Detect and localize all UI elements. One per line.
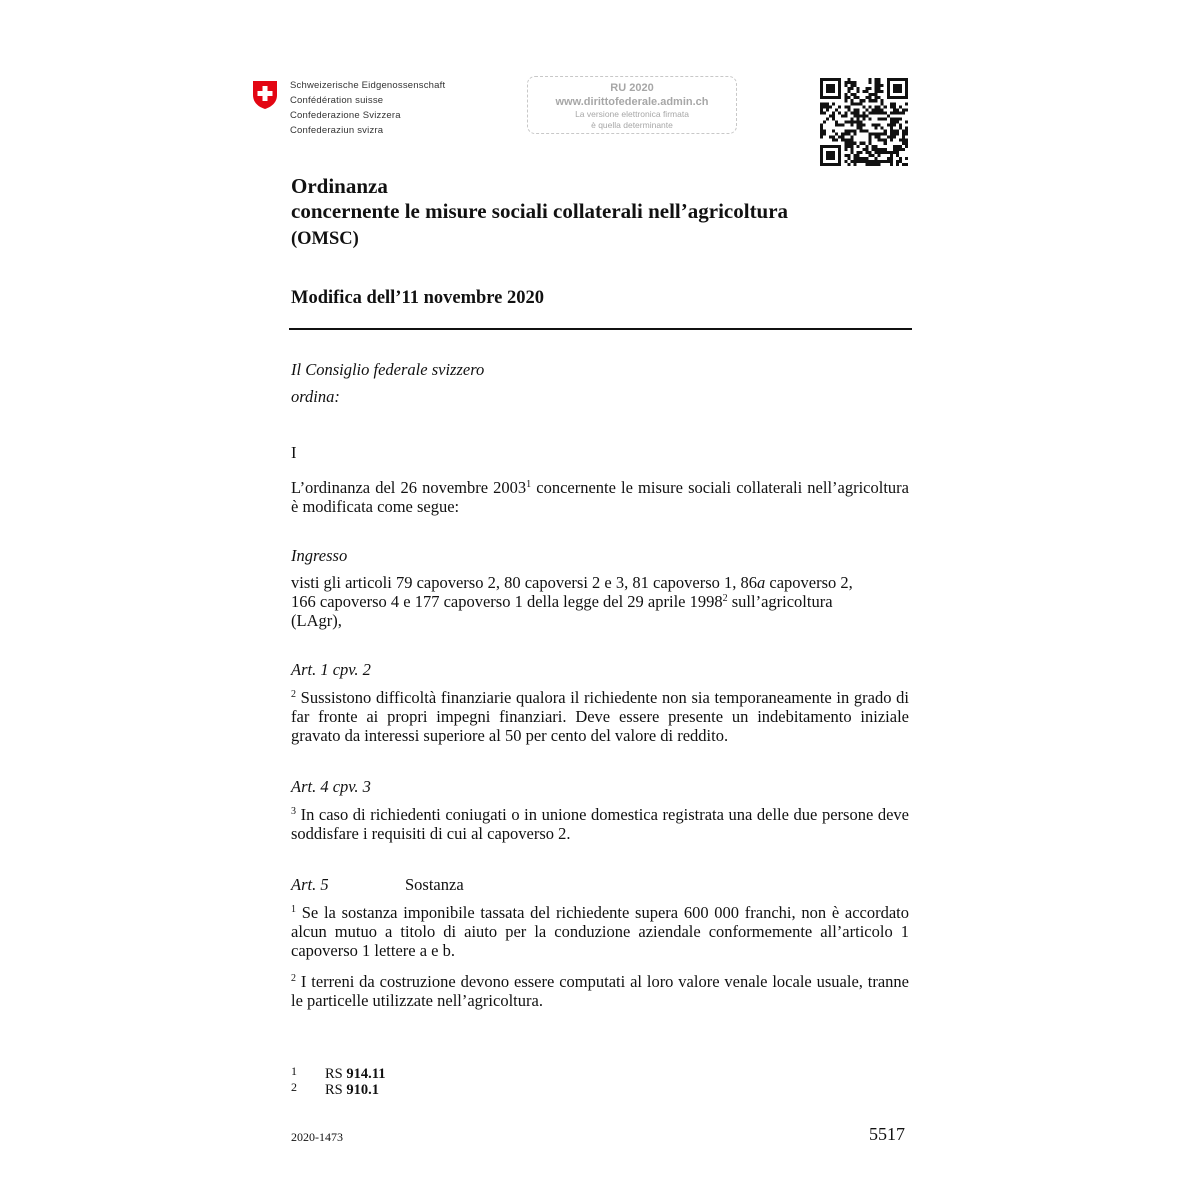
intro-text-end: concernente le misure sociali collaterali nell’agricoltura è modificata come segue: bbox=[291, 478, 909, 516]
paragraph-number: 2 bbox=[291, 973, 296, 984]
footnote-ref-2[interactable]: 2 bbox=[722, 593, 728, 604]
confederation-name-rm: Confederaziun svizra bbox=[290, 125, 384, 136]
qr-code-icon bbox=[820, 78, 908, 166]
art5-paragraph-1 bbox=[291, 903, 909, 960]
section-number: I bbox=[291, 443, 297, 462]
title-line-2: concernente le misure sociali collaterali nell’agricoltura bbox=[291, 199, 789, 223]
ingresso-heading: Ingresso bbox=[291, 546, 348, 565]
art1-paragraph bbox=[291, 688, 909, 745]
footnote-prefix: RS bbox=[325, 1082, 347, 1098]
stamp-note-2: è quella determinante bbox=[591, 120, 673, 130]
footnote-reference[interactable]: 910.1 bbox=[346, 1082, 379, 1098]
page-number: 5517 bbox=[869, 1124, 905, 1144]
art5-number: Art. 5 bbox=[291, 875, 329, 894]
paragraph-number: 2 bbox=[291, 689, 296, 700]
confederation-names bbox=[290, 78, 445, 138]
footnote-number: 2 bbox=[291, 1080, 297, 1094]
ingresso-text-italic: a bbox=[757, 573, 766, 592]
swiss-crest-icon bbox=[252, 80, 278, 110]
art1-text: Sussistono difficoltà finanziarie qualora il richiedente non sia temporaneamente in grado di far fronte ai propri impegni finanziari. Deve essere presente un indebitamento iniziale gravato da interessi superiore al 50 per cento del valore di reddito. bbox=[291, 688, 909, 745]
decree: ordina: bbox=[291, 387, 340, 406]
ingresso-text bbox=[291, 573, 871, 630]
intro-text-start: L’ordinanza del 26 novembre 2003 bbox=[291, 478, 527, 497]
issuer: Il Consiglio federale svizzero bbox=[291, 360, 485, 379]
official-publication-stamp bbox=[527, 76, 737, 134]
ingresso-text-b: capoverso 2, 166 capoverso 4 e 177 capoverso 1 della legge del 29 aprile 1998 bbox=[291, 573, 853, 611]
art5-text-2: I terreni da costruzione devono essere computati al loro valore venale locale usuale, tranne le particelle utilizzate nell’agricoltura. bbox=[291, 972, 909, 1010]
footnote-reference[interactable]: 914.11 bbox=[346, 1066, 386, 1082]
title-abbreviation: (OMSC) bbox=[291, 229, 359, 249]
document-id: 2020-1473 bbox=[291, 1130, 343, 1144]
ingresso-text-a: visti gli articoli 79 capoverso 2, 80 capoversi 2 e 3, 81 capoverso 1, 86 bbox=[291, 573, 758, 592]
confederation-name-it: Confederazione Svizzera bbox=[290, 110, 401, 121]
title-divider bbox=[289, 328, 912, 330]
footnote-2 bbox=[291, 1079, 379, 1098]
footnote-number: 1 bbox=[291, 1064, 297, 1078]
stamp-note-1: La versione elettronica firmata bbox=[575, 109, 689, 119]
stamp-url[interactable]: www.dirittofederale.admin.ch bbox=[555, 96, 709, 108]
footnote-ref-1[interactable]: 1 bbox=[526, 479, 532, 490]
art5-text-1: Se la sostanza imponibile tassata del richiedente supera 600 000 franchi, non è accordato alcun mutuo a titolo di aiuto per la conduzione aziendale conformemente all’articolo 1 capoverso 1 lettere a e b. bbox=[291, 903, 909, 960]
art5-title: Sostanza bbox=[405, 875, 464, 894]
document-title bbox=[291, 174, 788, 224]
paragraph-number: 3 bbox=[291, 806, 296, 817]
art4-text: In caso di richiedenti coniugati o in unione domestica registrata una delle due persone deve soddisfare i requisiti di cui al capoverso 2. bbox=[291, 805, 909, 843]
confederation-name-fr: Confédération suisse bbox=[290, 95, 384, 106]
art1-heading: Art. 1 cpv. 2 bbox=[291, 660, 371, 679]
stamp-collection: RU 2020 bbox=[610, 82, 654, 94]
art5-paragraph-2 bbox=[291, 972, 909, 1010]
art5-heading bbox=[291, 875, 464, 895]
modification-date: Modifica dell’11 novembre 2020 bbox=[291, 288, 544, 308]
ingresso-text-c: sull’agricoltura (LAgr), bbox=[291, 592, 833, 630]
intro-paragraph bbox=[291, 478, 909, 516]
confederation-name-de: Schweizerische Eidgenossenschaft bbox=[290, 80, 446, 91]
art4-paragraph bbox=[291, 805, 909, 843]
art4-heading: Art. 4 cpv. 3 bbox=[291, 777, 371, 796]
title-line-1: Ordinanza bbox=[291, 174, 388, 198]
paragraph-number: 1 bbox=[291, 904, 296, 915]
footnote-prefix: RS bbox=[325, 1066, 347, 1082]
